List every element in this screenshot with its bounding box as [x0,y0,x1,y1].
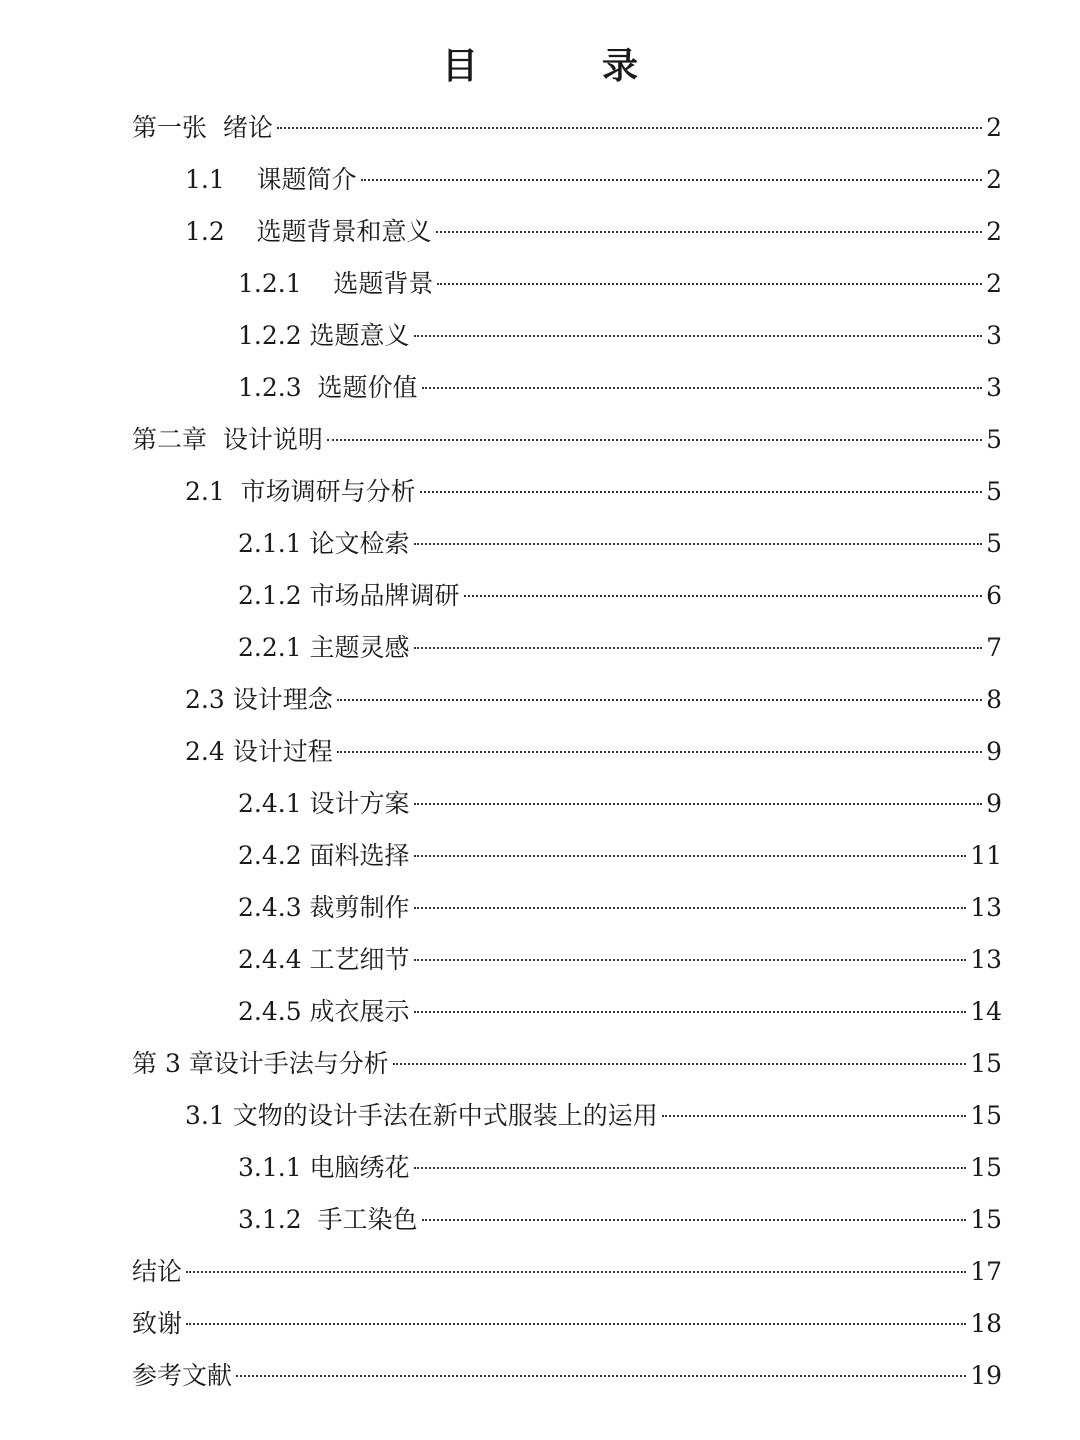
toc-entry-label: 1.2 选题背景和意义 [185,217,432,246]
toc-entry[interactable] [185,154,1002,206]
toc-entry[interactable] [238,1142,1002,1194]
toc-entry[interactable] [132,1350,1002,1402]
dot-leader [662,1115,966,1117]
page-title: 目 录 [441,45,682,87]
toc-entry-label: 第一张 绪论 [132,113,273,142]
dot-leader [414,803,983,805]
toc-entry-page: 2 [986,165,1002,194]
toc-entry[interactable] [238,986,1002,1038]
toc-entry-label: 2.4.3 裁剪制作 [238,893,410,922]
dot-leader [361,179,983,181]
toc-entry[interactable] [238,362,1002,414]
toc-entry-label: 结论 [132,1257,183,1286]
toc-entry-page: 9 [986,789,1002,818]
toc-entry[interactable] [238,570,1002,622]
toc-entry-label: 2.4.2 面料选择 [238,841,410,870]
toc-entry-label: 第二章 设计说明 [132,425,323,454]
toc-entry-label: 致谢 [132,1309,183,1338]
toc-entry-label: 2.4.4 工艺细节 [238,945,410,974]
dot-leader [422,1219,967,1221]
toc-entry-page: 2 [986,269,1002,298]
toc-entry-page: 2 [986,217,1002,246]
toc-entry[interactable] [132,414,1002,466]
toc-entry-page: 3 [986,373,1002,402]
dot-leader [277,127,982,129]
dot-leader [337,751,982,753]
toc-entry-page: 18 [970,1309,1002,1338]
dot-leader [337,699,982,701]
toc-entry[interactable] [185,206,1002,258]
toc-entry[interactable] [238,622,1002,674]
toc-entry-label: 2.4.1 设计方案 [238,789,410,818]
toc-entry[interactable] [238,258,1002,310]
toc-entry-label: 1.2.3 选题价值 [238,373,418,402]
dot-leader [422,387,983,389]
toc-entry[interactable] [238,518,1002,570]
toc-entry-page: 19 [970,1361,1002,1390]
toc-entry-label: 2.4 设计过程 [185,737,333,766]
toc-entry-label: 2.1.2 市场品牌调研 [238,581,460,610]
toc-entry-page: 5 [986,529,1002,558]
toc-entry-page: 5 [986,477,1002,506]
toc-entry-page: 15 [970,1205,1002,1234]
toc-entry-page: 15 [970,1049,1002,1078]
dot-leader [414,1011,967,1013]
toc-entry-label: 2.2.1 主题灵感 [238,633,410,662]
toc-entry[interactable] [132,1298,1002,1350]
dot-leader [186,1323,966,1325]
toc-entry-label: 2.1.1 论文检索 [238,529,410,558]
toc-entry-label: 1.1 课题简介 [185,165,357,194]
toc-entry-page: 9 [986,737,1002,766]
toc-entry-page: 15 [970,1101,1002,1130]
toc-entry-label: 2.4.5 成衣展示 [238,997,410,1026]
dot-leader [436,231,983,233]
toc-entry-page: 13 [970,945,1002,974]
dot-leader [437,283,982,285]
dot-leader [327,439,982,441]
dot-leader [464,595,983,597]
toc-entry[interactable] [238,1194,1002,1246]
toc-entry-label: 1.2.2 选题意义 [238,321,410,350]
toc-entry-page: 2 [986,113,1002,142]
toc-entry[interactable] [185,726,1002,778]
toc-entry[interactable] [238,830,1002,882]
toc-entry-page: 11 [970,841,1002,870]
dot-leader [414,543,983,545]
toc-entry-label: 3.1.2 手工染色 [238,1205,418,1234]
dot-leader [420,491,982,493]
dot-leader [414,907,967,909]
toc-entry[interactable] [238,934,1002,986]
toc-entry-label: 2.1 市场调研与分析 [185,477,416,506]
dot-leader [186,1271,966,1273]
dot-leader [414,1167,967,1169]
toc-entry[interactable] [132,1038,1002,1090]
toc-entry-label: 参考文献 [132,1361,233,1390]
toc-entry-page: 17 [970,1257,1002,1286]
toc-entry-page: 15 [970,1153,1002,1182]
toc-entry[interactable] [238,778,1002,830]
toc-entry-page: 8 [986,685,1002,714]
toc-entry[interactable] [238,882,1002,934]
toc-entry-label: 1.2.1 选题背景 [238,269,434,298]
toc-entry-page: 13 [970,893,1002,922]
toc-entry-label: 3.1.1 电脑绣花 [238,1153,410,1182]
toc-entry[interactable] [132,102,1002,154]
toc-entry-page: 3 [986,321,1002,350]
toc-entry-page: 5 [986,425,1002,454]
toc-entry[interactable] [185,1090,1002,1142]
toc-entry-label: 第 3 章设计手法与分析 [132,1049,389,1078]
dot-leader [393,1063,966,1065]
toc-entry-page: 7 [986,633,1002,662]
toc-entry[interactable] [185,466,1002,518]
dot-leader [414,647,983,649]
toc-entry[interactable] [185,674,1002,726]
toc-entry[interactable] [132,1246,1002,1298]
toc-entry-page: 14 [970,997,1002,1026]
toc-entry-page: 6 [986,581,1002,610]
dot-leader [414,855,967,857]
dot-leader [414,335,983,337]
toc-entry-label: 3.1 文物的设计手法在新中式服装上的运用 [185,1101,658,1130]
toc-entry[interactable] [238,310,1002,362]
toc-entry-label: 2.3 设计理念 [185,685,333,714]
dot-leader [236,1375,966,1377]
dot-leader [414,959,967,961]
